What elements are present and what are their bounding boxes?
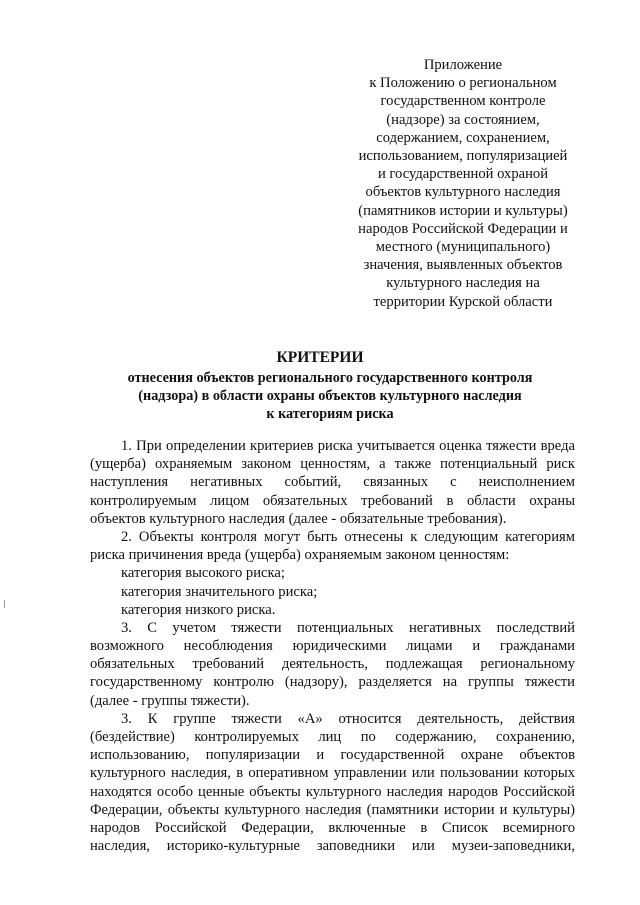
subtitle-line: отнесения объектов регионального государственного контроля <box>127 370 533 386</box>
appendix-line: территории Курской области <box>373 293 553 310</box>
appendix-line: культурного наследия на <box>386 275 540 292</box>
body-text-line: обязательных требований деятельность, подлежащая региональному <box>90 656 575 673</box>
body-text-line: наследия, историко-культурные заповедники или музеи-заповедники, <box>90 838 575 855</box>
body-text-line: (далее - группы тяжести). <box>90 692 250 709</box>
body-text-line: категория низкого риска. <box>121 601 276 618</box>
body-text-line: 3. К группе тяжести «А» относится деятельность, действия <box>121 710 575 727</box>
appendix-line: Приложение <box>423 57 503 73</box>
appendix-line: (памятников истории и культуры) <box>358 202 568 219</box>
appendix-line: государственном контроле <box>380 93 546 110</box>
body-text-line: находятся особо ценные объекты культурного наследия народов Российской <box>90 783 575 800</box>
body-text-line: Федерации, объекты культурного наследия (памятники истории и культуры) <box>90 801 575 818</box>
body-text-line: государственному контролю (надзору), разделяется на группы тяжести <box>90 674 575 691</box>
body-text-line: категория значительного риска; <box>121 583 318 600</box>
appendix-line: (надзоре) за состоянием, <box>386 111 540 128</box>
body-text-line: объектов культурного наследия (далее - обязательные требования). <box>90 510 507 527</box>
subtitle-line: (надзора) в области охраны объектов культурного наследия <box>138 388 522 404</box>
body-text-line: возможного несоблюдения юридическими лицами и гражданами <box>90 638 575 655</box>
body-text-line: культурного наследия, в оперативном управлении или пользовании которых <box>90 765 575 782</box>
appendix-header <box>338 56 588 311</box>
body-text-line: 2. Объекты контроля могут быть отнесены к следующим категориям <box>121 528 575 545</box>
body-text-line: (ущерба) охраняемым законом ценностям, а также потенциальный риск <box>90 456 575 473</box>
body-text-line: контролируемым лицом обязательных требований в области охраны <box>90 492 575 509</box>
body-text-line: (бездействие) контролируемых лиц по содержанию, сохранению, <box>90 729 575 745</box>
subtitle-line: к категориям риска <box>266 406 394 422</box>
appendix-line: содержанием, сохранением, <box>376 129 550 146</box>
document-subtitle <box>90 369 570 423</box>
body-text-line: использованию, популяризации и государственной охране объектов <box>90 747 575 764</box>
body-text-line: наступления негативных событий, связанных с неисполнением <box>90 474 575 491</box>
body-text-line: 1. При определении критериев риска учитывается оценка тяжести вреда <box>121 438 575 454</box>
appendix-line: народов Российской Федерации и <box>358 220 568 237</box>
appendix-line: значения, выявленных объектов <box>363 257 563 274</box>
document-body <box>90 437 575 855</box>
appendix-line: к Положению о региональном <box>369 75 557 92</box>
scan-margin-mark <box>4 600 5 608</box>
appendix-line: местного (муниципального) <box>375 239 551 256</box>
appendix-line: использованием, популяризацией <box>358 148 568 165</box>
body-text-line: народов Российской Федерации, включенные в Список всемирного <box>90 819 575 836</box>
body-text-line: риска причинения вреда (ущерба) охраняемым законом ценностям: <box>90 547 510 564</box>
appendix-line: объектов культурного наследия <box>365 184 561 201</box>
document-title: КРИТЕРИИ <box>276 349 364 366</box>
appendix-line: и государственной охраной <box>377 166 549 183</box>
body-text-line: категория высокого риска; <box>121 565 285 582</box>
body-text-line: 3. С учетом тяжести потенциальных негативных последствий <box>121 619 575 636</box>
